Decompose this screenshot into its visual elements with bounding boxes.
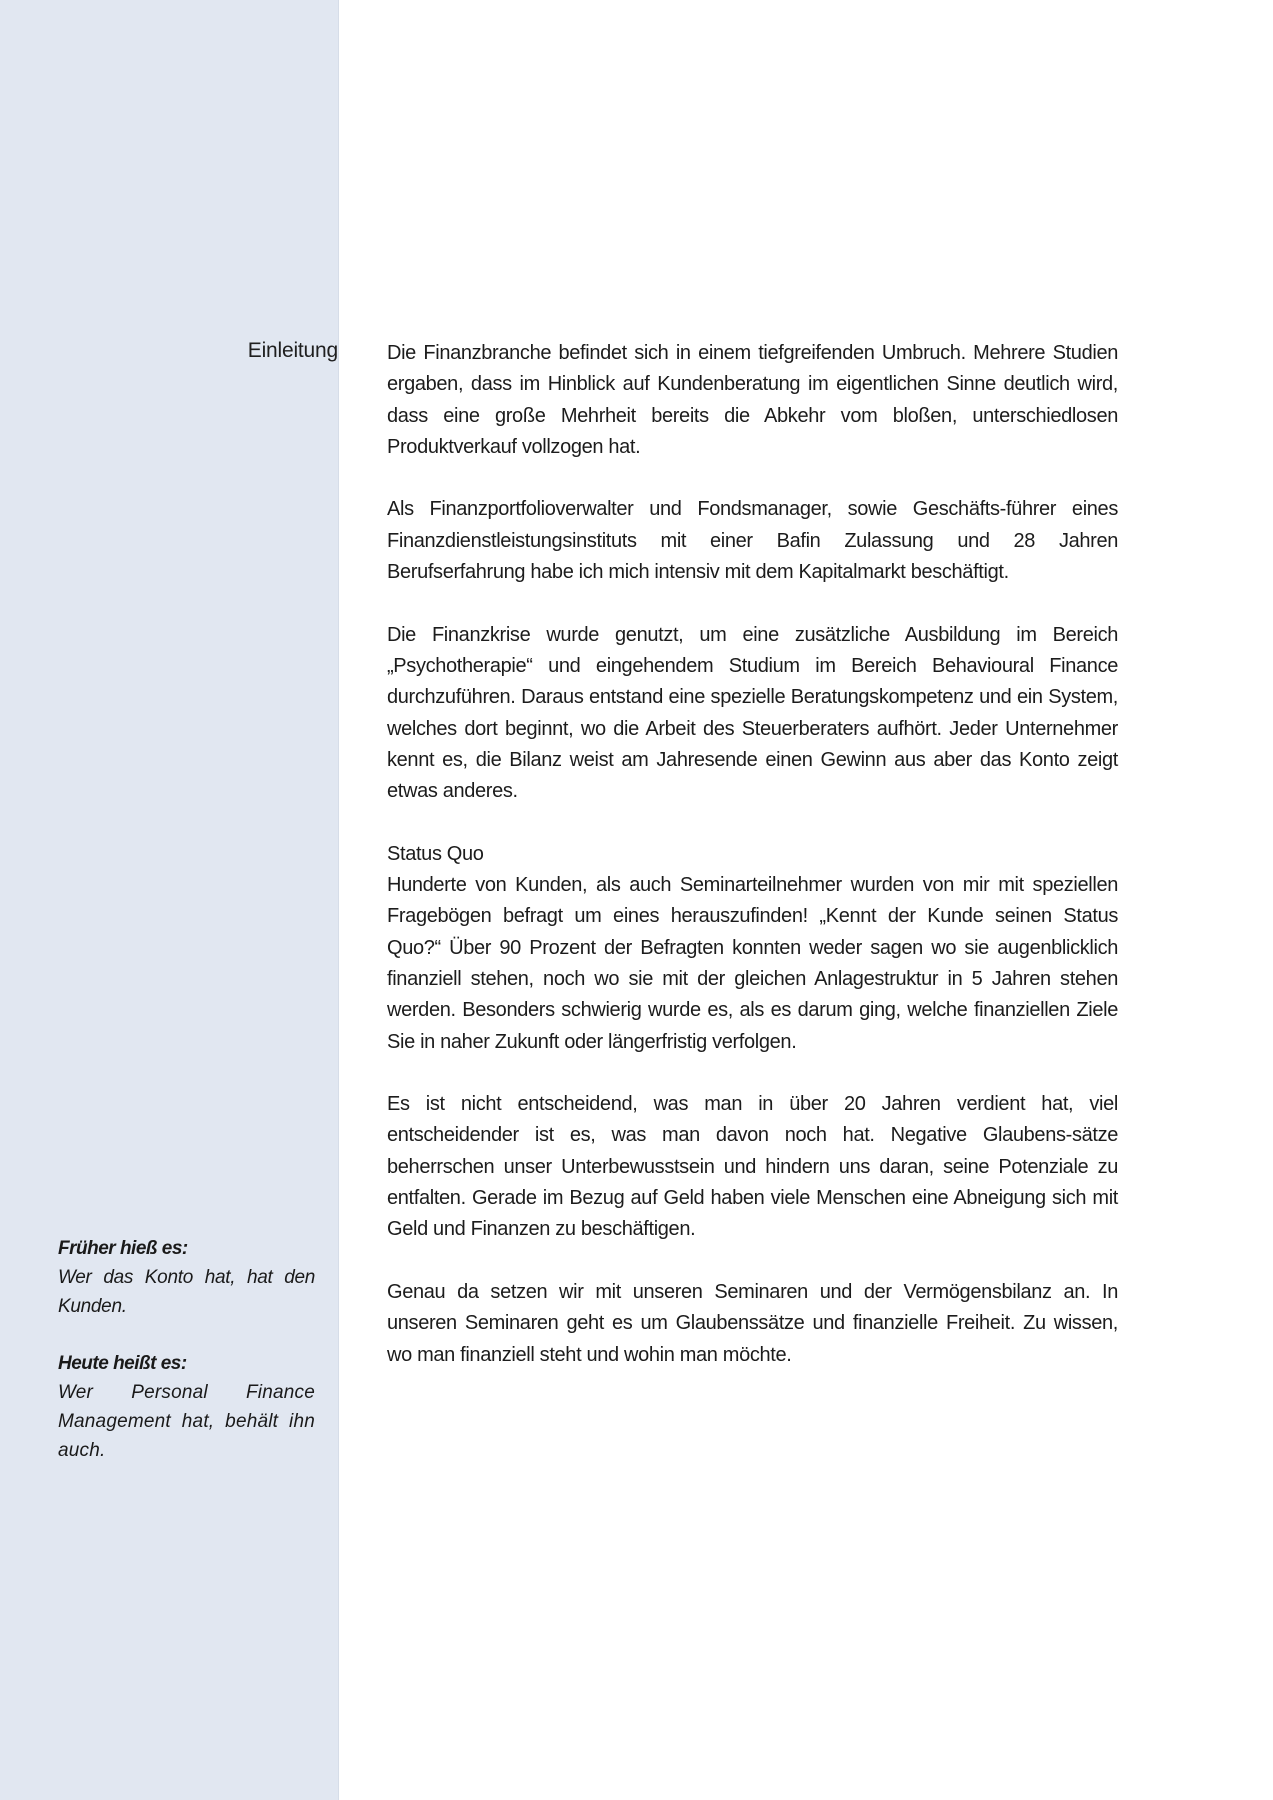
paragraph-status-quo: Hunderte von Kunden, als auch Seminarteilnehmer wurden von mir mit speziellen Fragebögen befragt um eines herauszufinden! „Kennt der Kunde seinen Status Quo?“ Über 90 Prozent der Befragten konnten weder sagen wo sie augenblicklich finanziell stehen, noch wo sie mit der gleichen Anlagestruktur in 5 Jahren stehen werden. Besonders schwierig wurde es, als es darum ging, welche finanziellen Ziele Sie in naher Zukunft oder längerfristig verfolgen.: [387, 874, 1118, 1053]
quote-after-text: Wer Personal Finance Management hat, behält ihn auch.: [58, 1381, 315, 1461]
paragraph-seminars: Genau da setzen wir mit unseren Seminaren und der Vermögensbilanz an. In unseren Seminaren geht es um Glaubenssätze und finanzielle Freiheit. Zu wissen, wo man finanziell steht und wohin man möchte.: [387, 1280, 1118, 1366]
quote-after-title: Heute heißt es:: [58, 1353, 187, 1375]
sidebar-panel: [0, 0, 339, 1800]
quote-before-text: Wer das Konto hat, hat den Kunden.: [58, 1266, 315, 1317]
section-label: Einleitung: [247, 339, 338, 362]
sidebar-quote: [58, 1235, 315, 1465]
paragraph-experience: Als Finanzportfolioverwalter und Fondsmanager, sowie Geschäfts-führer eines Finanzdienstleistungsinstituts mit einer Bafin Zulassung und 28 Jahren Berufserfahrung habe ich mich intensiv mit dem Kapitalmarkt beschäftigt.: [387, 498, 1118, 584]
paragraph-beliefs: Es ist nicht entscheidend, was man in über 20 Jahren verdient hat, viel entscheidender ist es, was man davon noch hat. Negative Glaubens-sätze beherrschen unser Unterbewusstsein und hindern uns daran, seine Potenziale zu entfalten. Gerade im Bezug auf Geld haben viele Menschen eine Abneigung sich mit Geld und Finanzen zu beschäftigen.: [387, 1093, 1118, 1241]
main-text-column: [387, 338, 1118, 1371]
status-quo-heading: Status Quo: [387, 842, 484, 865]
quote-before-title: Früher hieß es:: [58, 1238, 188, 1259]
paragraph-finance-crisis: Die Finanzkrise wurde genutzt, um eine zusätzliche Ausbildung im Bereich „Psychotherapie“ und eingehendem Studium im Bereich Behavioural Finance durchzuführen. Daraus entstand eine spezielle Beratungskompetenz und ein System, welches dort beginnt, wo die Arbeit des Steuerberaters aufhört. Jeder Unternehmer kennt es, die Bilanz weist am Jahresende einen Gewinn aus aber das Konto zeigt etwas anderes.: [387, 623, 1118, 803]
quote-spacer: [58, 1321, 315, 1350]
paragraph-intro: Die Finanzbranche befindet sich in einem tiefgreifenden Umbruch. Mehrere Studien ergaben, dass im Hinblick auf Kundenberatung im eigentlichen Sinne deutlich wird, dass eine große Mehrheit bereits die Abkehr vom bloßen, unterschiedlosen Produktverkauf vollzogen hat.: [387, 342, 1118, 458]
